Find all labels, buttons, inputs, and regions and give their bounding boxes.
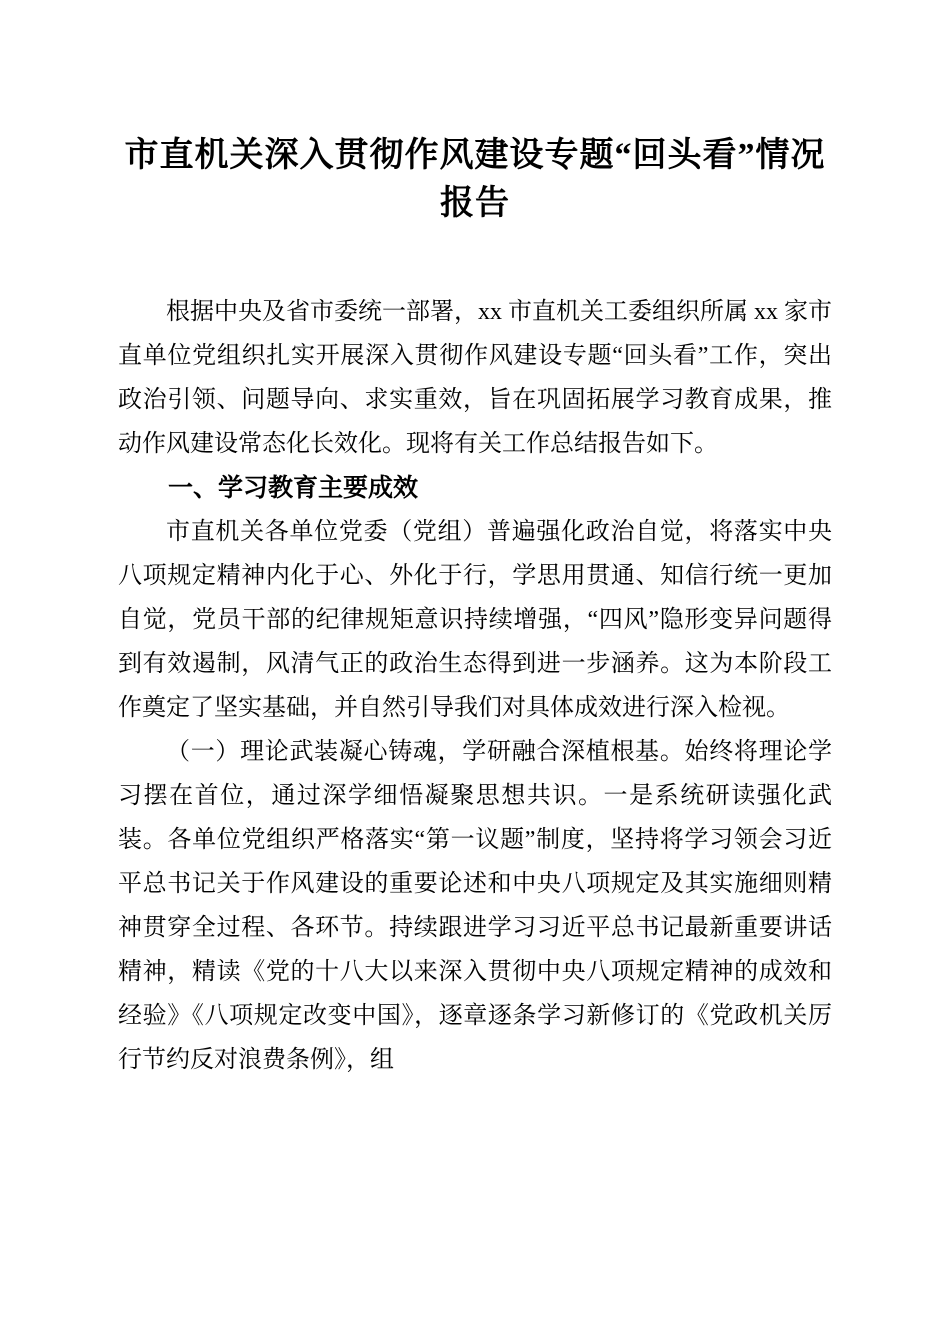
intro-paragraph: 根据中央及省市委统一部署，xx 市直机关工委组织所属 xx 家市直单位党组织扎实开展深入贯彻作风建设专题“回头看”工作，突出政治引领、问题导向、求实重效，旨在巩固拓展学习教育成果，推动作风建设常态化长效化。现将有关工作总结报告如下。 [118,299,832,457]
document-body [118,290,832,1082]
subsection-1-body-text: 始终将理论学习摆在首位，通过深学细悟凝聚思想共识。一是系统研读强化武装。各单位党组织严格落实“第一议题”制度，坚持将学习领会习近平总书记关于作风建设的重要论述和中央八项规定及其实施细则精神贯穿全过程、各环节。持续跟进学习习近平总书记最新重要讲话精神，精读《党的十八大以来深入贯彻中央八项规定精神的成效和经验》《八项规定改变中国》，逐章逐条学习新修订的《党政机关厉行节约反对浪费条例》，组 [118,739,833,1073]
subsection-1-paragraph [118,730,832,1082]
section-1-overview-paragraph: 市直机关各单位党委（党组）普遍强化政治自觉，将落实中央八项规定精神内化于心、外化于行，学思用贯通、知信行统一更加自觉，党员干部的纪律规矩意识持续增强，“四风”隐形变异问题得到有效遏制，风清气正的政治生态得到进一步涵养。这为本阶段工作奠定了坚实基础，并自然引导我们对具体成效进行深入检视。 [118,519,832,721]
section-1-heading: 一、学习教育主要成效 [168,474,419,502]
document-title: 市直机关深入贯彻作风建设专题“回头看”情况报告 [124,137,826,222]
subsection-1-lead: （一）理论武装凝心铸魂，学研融合深植根基。 [166,739,685,765]
